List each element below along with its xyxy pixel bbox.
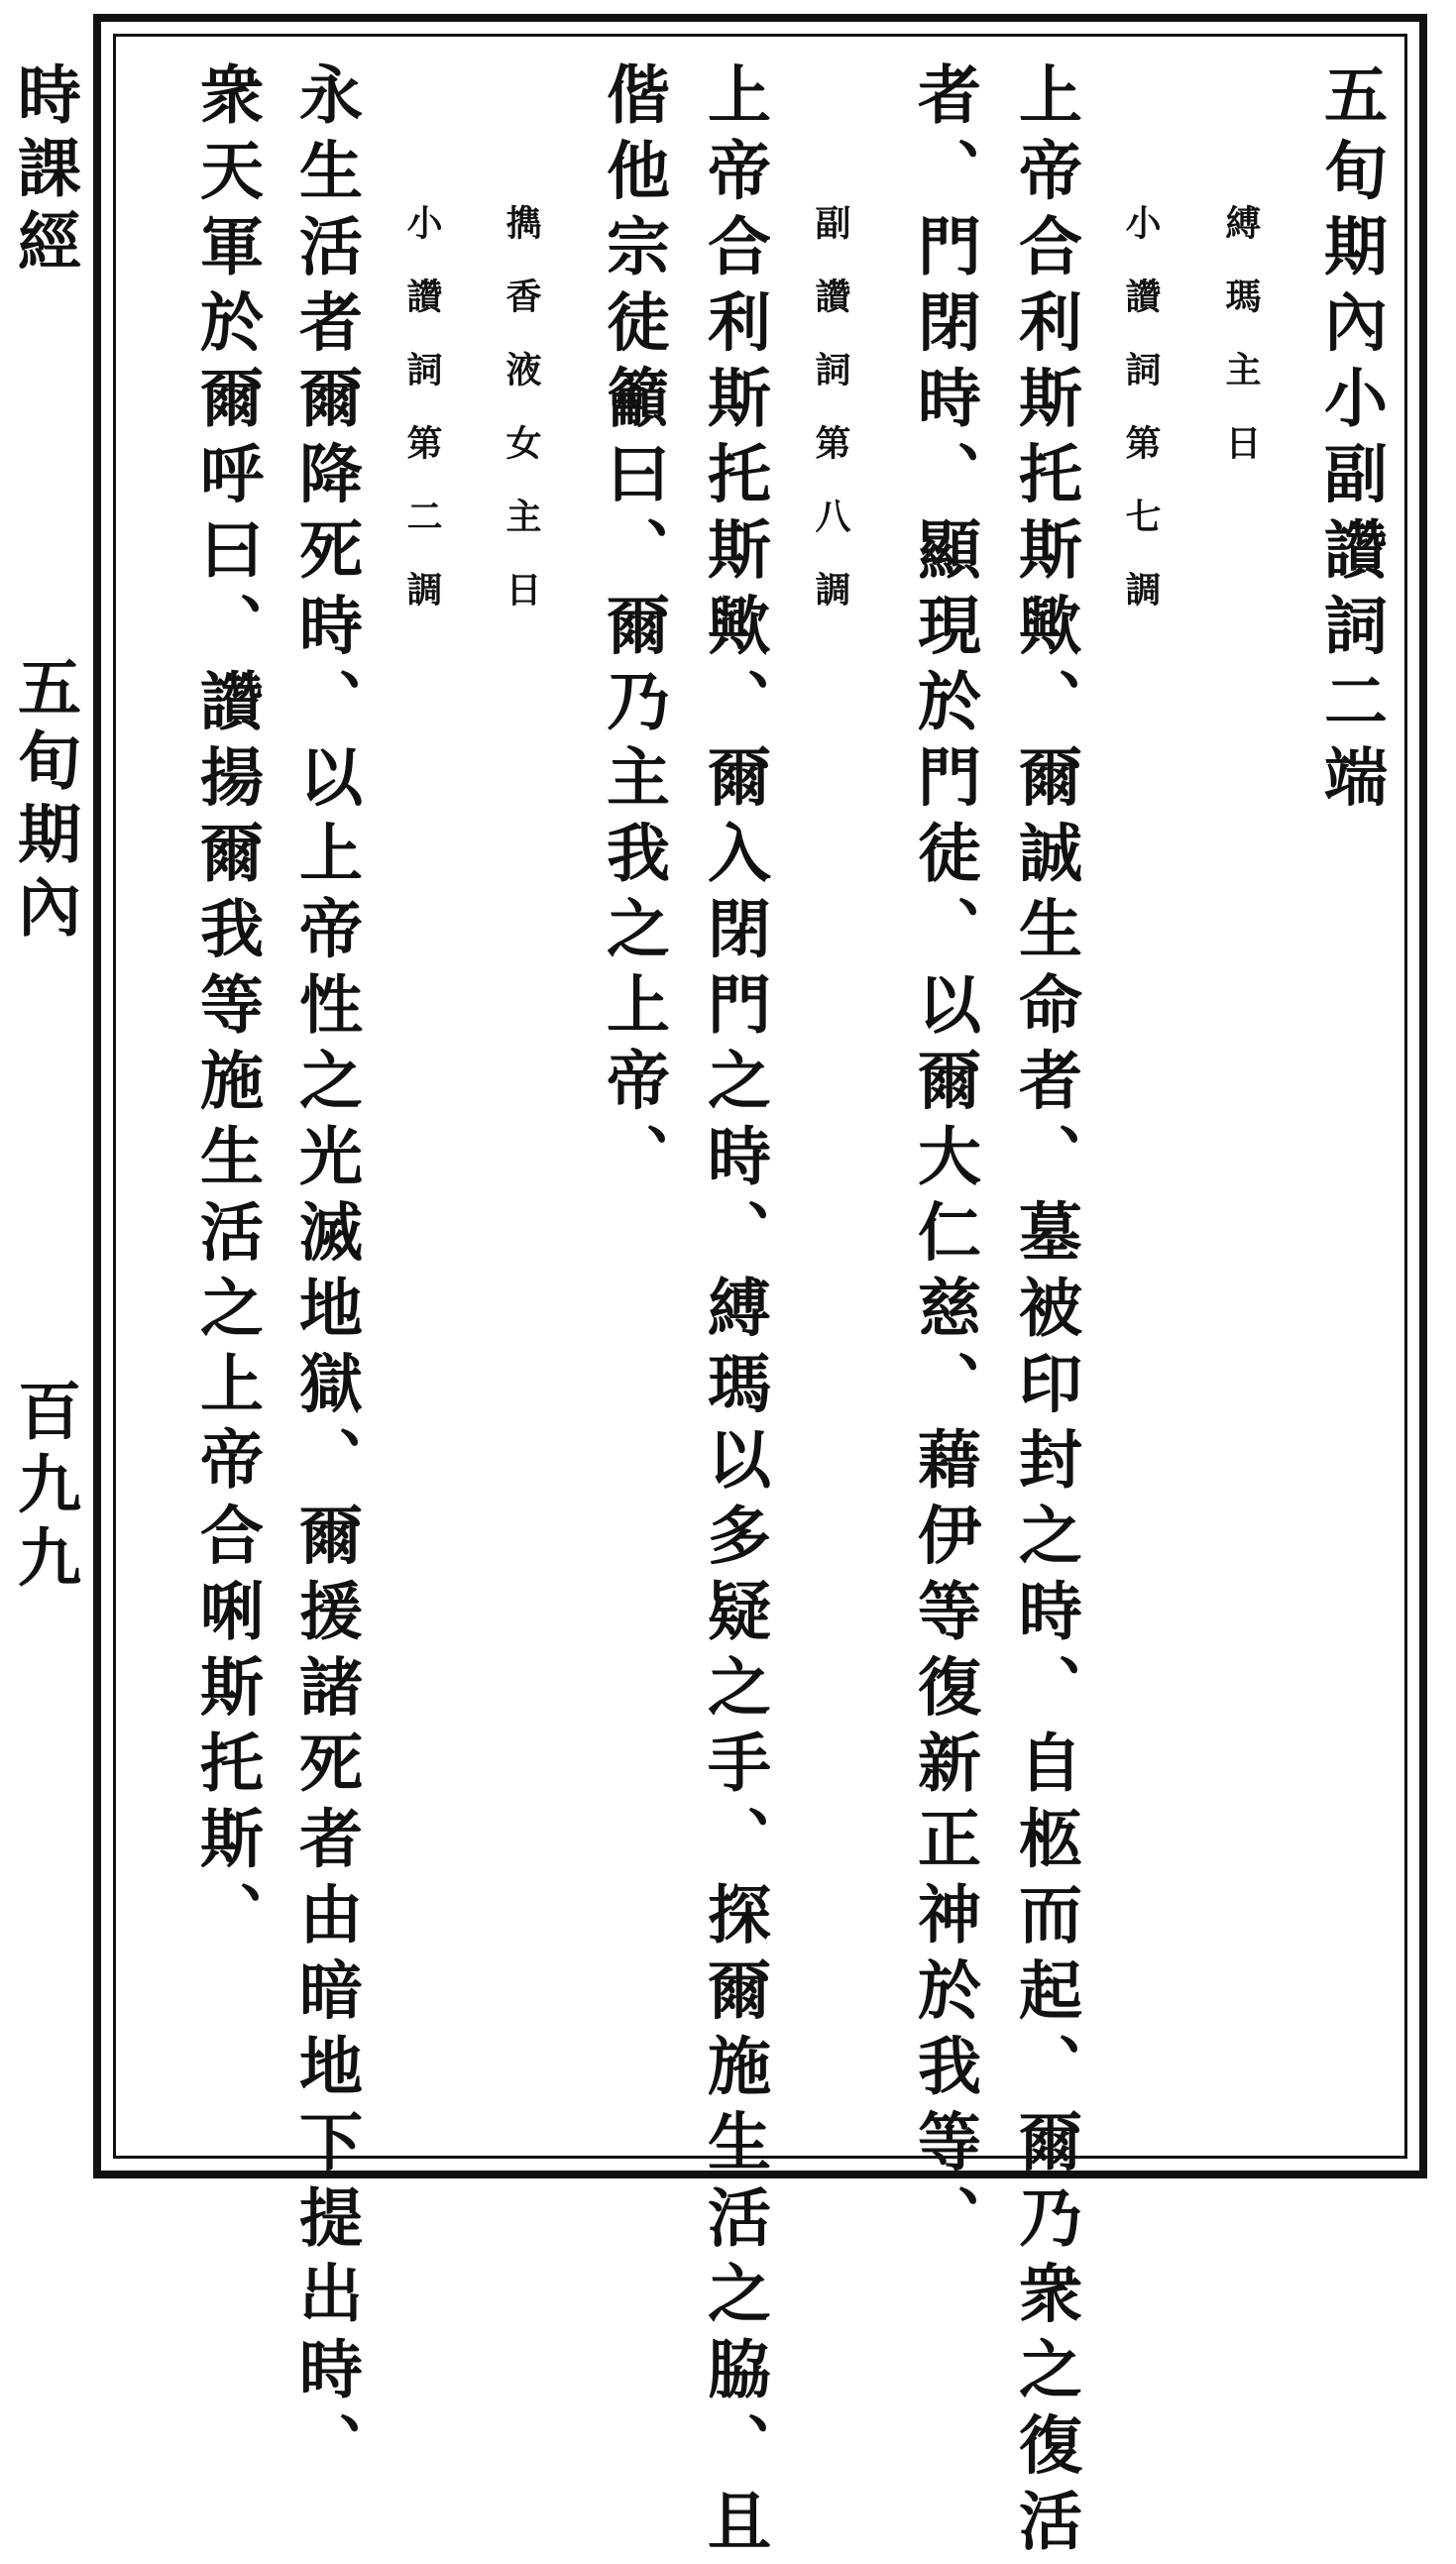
margin-section-title: 五旬期內 [7,654,81,948]
hymn-heading-tone-8: 副讚詞第八調 [810,204,851,644]
hymn-heading-tone-2: 小讚詞第二調 [401,204,443,644]
text-column: 永生活者爾降死時、以上帝性之光滅地獄、爾援諸死者由暗地下提出時、 [288,61,363,2488]
text-column: 上帝合利斯托斯歟、爾入閉門之時、縛瑪以多疑之手、探爾施生活之脇、且 [697,61,771,2564]
text-column: 衆天軍於爾呼曰、讚揚爾我等施生活之上帝合唎斯托斯、 [189,61,264,1957]
feast-heading-myrrhbearers-sunday: 擕香液女主日 [501,204,542,644]
text-column: 上帝合利斯托斯歟、爾誠生命者、墓被印封之時、自柩而起、爾乃衆之復活 [1008,61,1082,2564]
section-heading: 五旬期內小副讚詞二端 [1313,61,1388,820]
text-column: 者、門閉時、顯現於門徒、以爾大仁慈、藉伊等復新正神於我等、 [907,61,981,2261]
margin-book-title: 時課經 [7,61,81,281]
margin-page-number: 百九九 [7,1378,81,1598]
feast-heading-thomas-sunday: 縛瑪主日 [1220,204,1262,498]
hymn-heading-tone-7: 小讚詞第七調 [1120,204,1162,644]
text-column: 偕他宗徒籲曰、爾乃主我之上帝、 [596,61,670,1199]
